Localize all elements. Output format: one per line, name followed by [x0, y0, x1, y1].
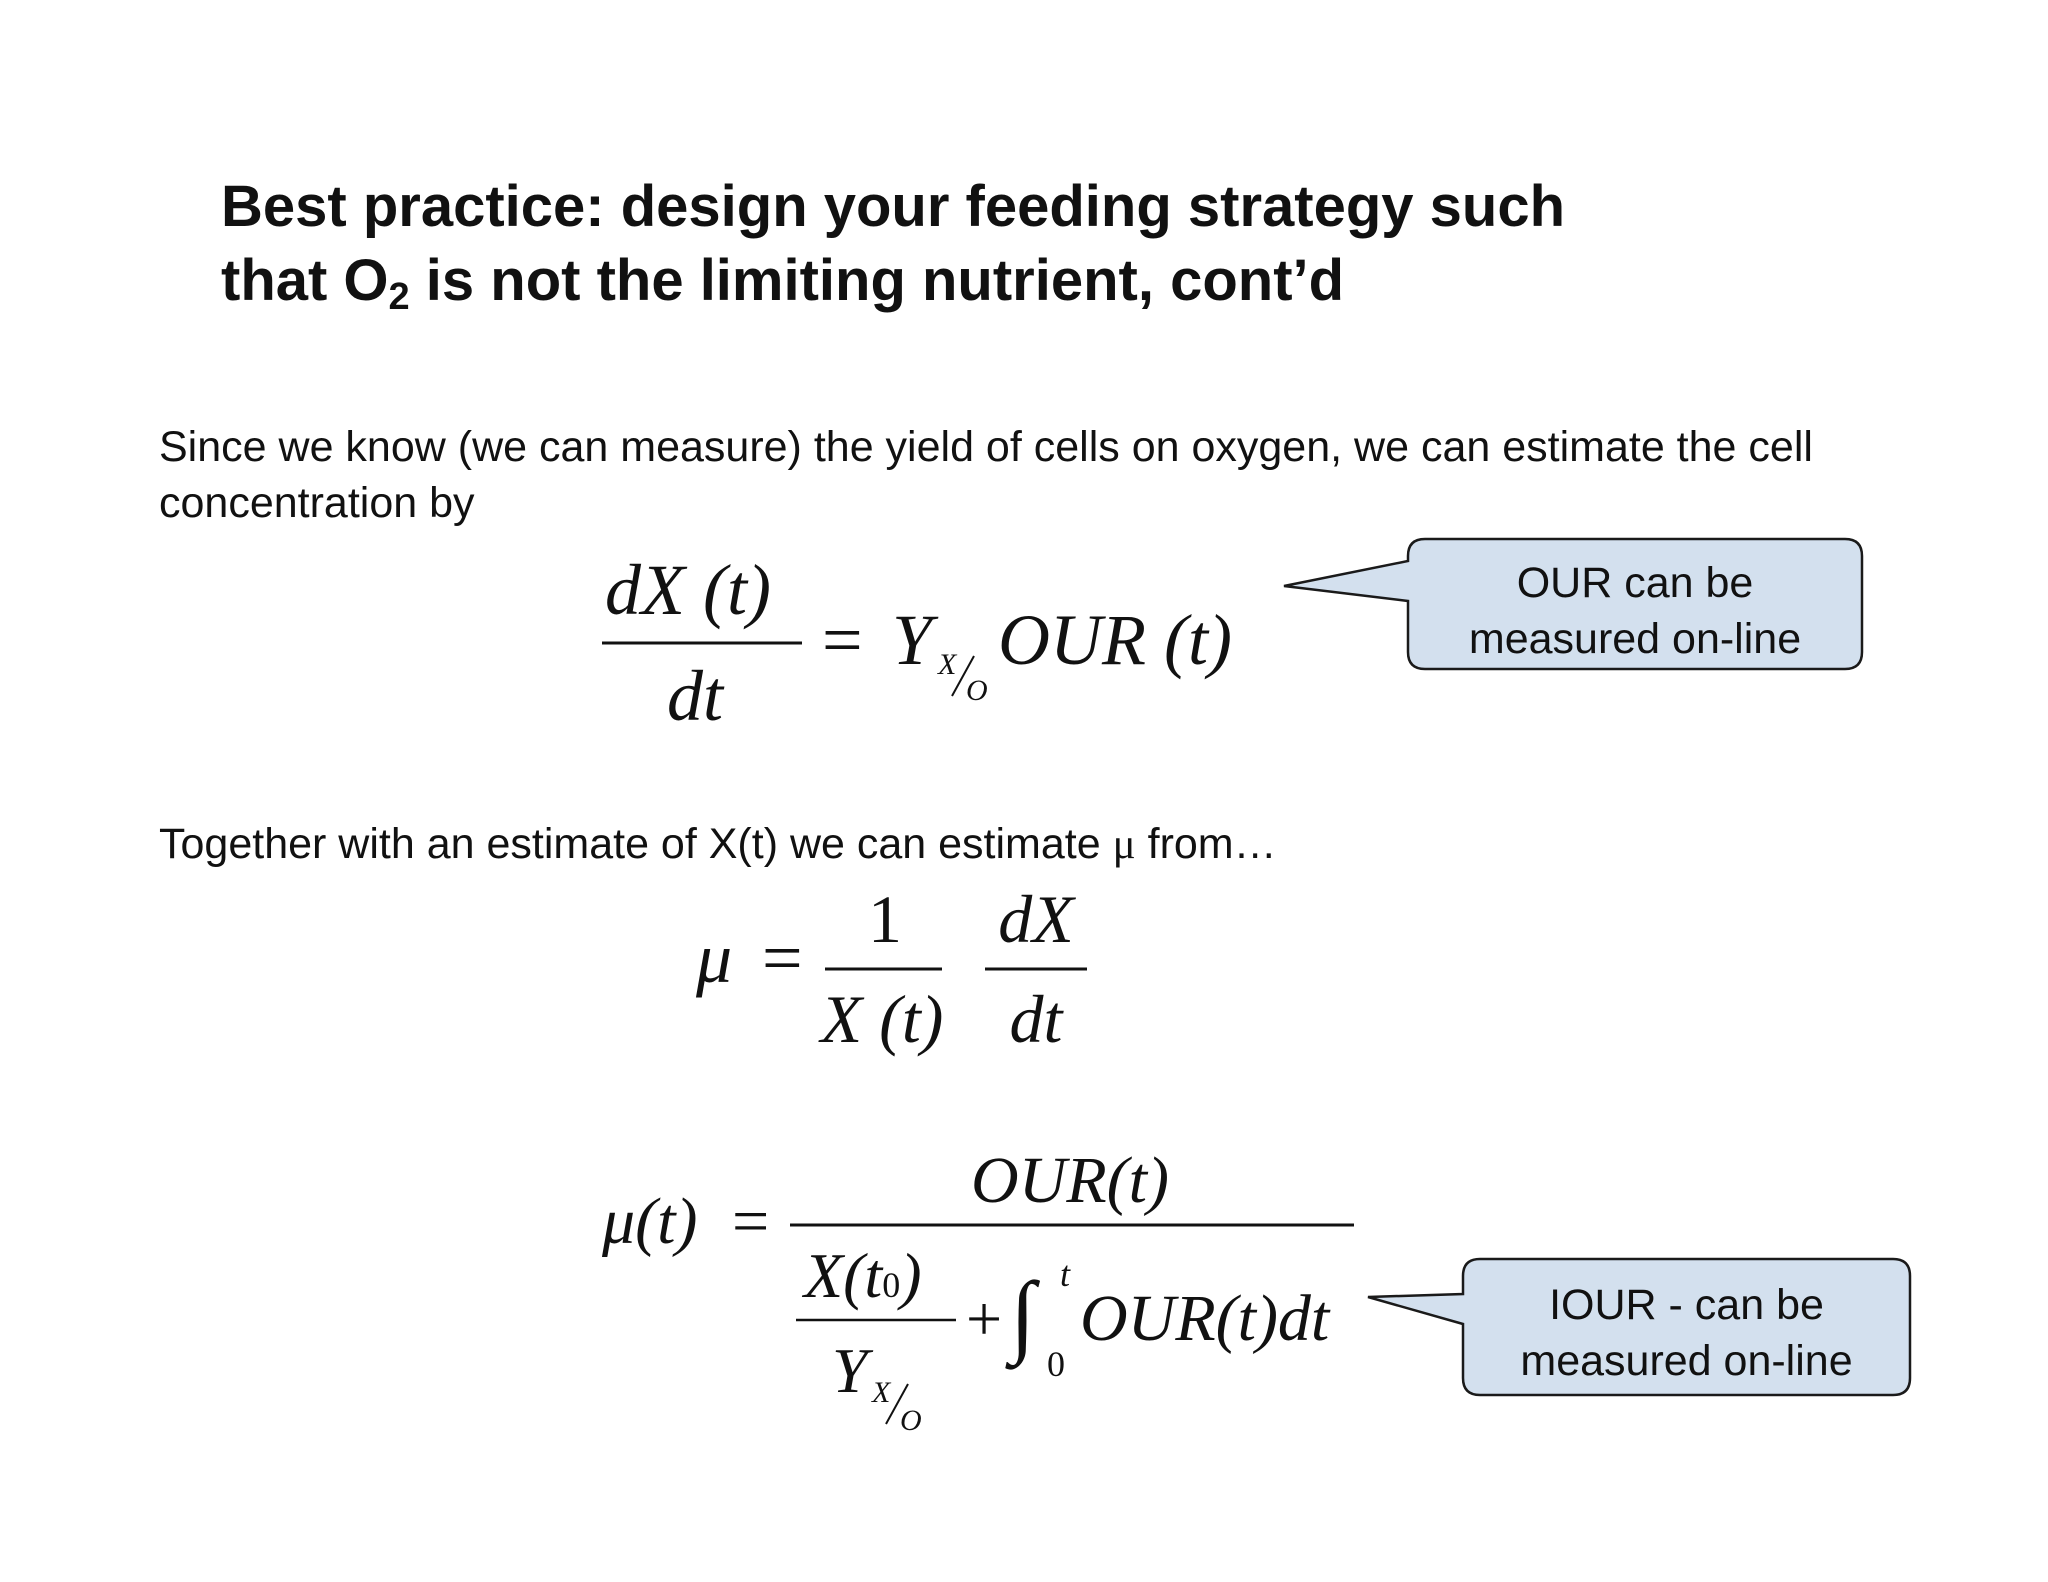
eq3-yield-sub-bottom: O: [900, 1404, 922, 1437]
eq2-frac1-den: X (t): [820, 981, 944, 1057]
eq1-yield-symbol: Y: [892, 600, 933, 680]
eq2-frac2-num: dX: [998, 881, 1074, 957]
eq3-x-initial: [801, 1240, 922, 1311]
title-line-1: Best practice: design your feeding strategy such: [221, 174, 1566, 239]
paragraph-mu-intro: [159, 816, 1899, 873]
title-subscript: 2: [388, 276, 410, 318]
callout-iour-text: [1463, 1277, 1910, 1389]
callout-iour-line-1: IOUR - can be: [1549, 1281, 1824, 1329]
eq3-yield-sub-top: X: [872, 1376, 891, 1409]
eq3-x-initial-close: ): [900, 1240, 922, 1311]
equation-specific-growth: [690, 880, 1110, 1060]
eq3-x-initial-index: 0: [882, 1265, 901, 1305]
eq3-lhs: μ(t): [602, 1185, 698, 1258]
eq2-frac1-num: 1: [868, 881, 902, 957]
eq2-frac2-den: dt: [1009, 981, 1063, 1057]
eq3-integrand: OUR(t)dt: [1080, 1282, 1330, 1355]
eq3-x-initial-main: X(t: [804, 1240, 883, 1311]
eq3-integral-sign: ∫: [1010, 1263, 1036, 1365]
eq3-plus: +: [966, 1283, 1003, 1354]
slide-title: [221, 170, 1821, 318]
callout-our-text: [1408, 555, 1862, 667]
paragraph-mu-start: Together with an estimate of X(t) we can estimate: [159, 820, 1113, 868]
title-line-2-end: is not the limiting nutrient, cont’d: [409, 248, 1345, 313]
eq2-lhs: μ: [696, 918, 733, 998]
eq1-numerator: dX (t): [605, 550, 771, 630]
eq1-yield-sub-bottom: O: [966, 674, 988, 707]
eq3-integral-upper: t: [1060, 1254, 1071, 1294]
paragraph-mu-end: from…: [1135, 820, 1277, 868]
eq1-yield-sub-top: X: [938, 648, 957, 681]
title-line-2-start: that O: [221, 248, 389, 313]
eq2-equals: =: [762, 918, 803, 998]
eq3-yield-symbol: Y: [832, 1335, 868, 1406]
paragraph-yield-intro: Since we know (we can measure) the yield of cells on oxygen, we can estimate the cell concentration by: [159, 423, 1813, 527]
eq3-integral-lower: 0: [1047, 1344, 1065, 1384]
eq1-rhs: OUR (t): [998, 600, 1232, 680]
eq1-equals: =: [822, 600, 863, 680]
eq1-denominator: dt: [667, 656, 724, 736]
mu-symbol: μ: [1112, 821, 1136, 868]
callout-iour-line-2: measured on-line: [1520, 1337, 1853, 1385]
eq3-numerator: OUR(t): [971, 1144, 1169, 1217]
equation-growth-rate: [590, 548, 1270, 748]
eq3-equals: =: [732, 1185, 770, 1258]
callout-our-line-2: measured on-line: [1468, 615, 1802, 663]
equation-mu-from-our: [590, 1140, 1370, 1440]
callout-our-line-1: OUR can be: [1516, 559, 1754, 607]
